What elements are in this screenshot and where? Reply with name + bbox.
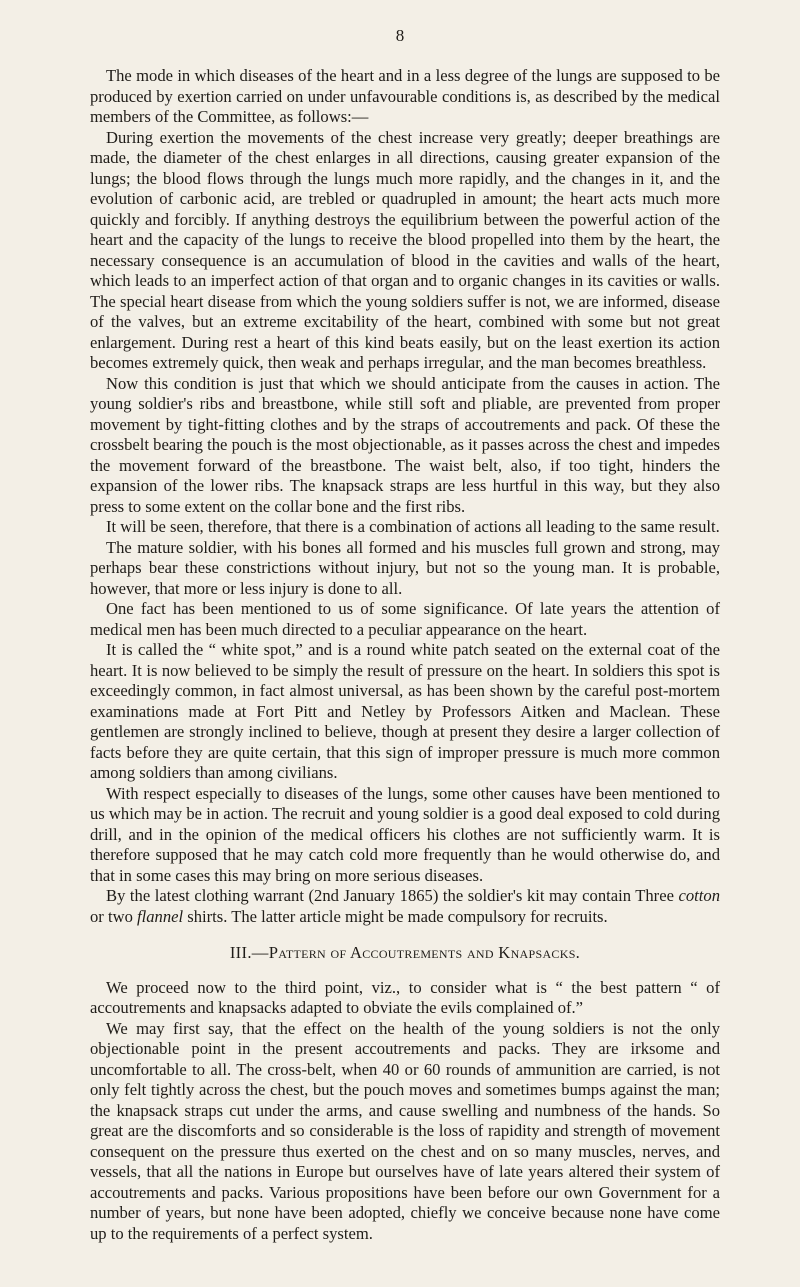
paragraph: We may first say, that the effect on the health of the young soldiers is not the only objectionable point in the present accoutrements and packs. They are irksome and uncomfortable to all. The cross-belt, when 40 or 60 rounds of ammunition are carried, is not only felt tightly across the chest, but the pouch moves and sometimes bumps against the man; the knapsack straps cut under the arms, and cause swelling and numbness of the hands. So great are the discomforts and so considerable is the loss of rapidity and strength of movement consequent on the pressure thus exerted on the chest and on so many muscles, nerves, and vessels, that all the nations in Europe but ourselves have of late years altered their system of accoutrements and packs. Various propositions have been before our own Government for a number of years, but none have been adopted, chiefly we conceive because none have come up to the requirements of a perfect system. — [90, 1018, 720, 1243]
paragraph: It is called the “ white spot,” and is a round white patch seated on the external coat of the heart. It is now believed to be simply the result of pressure on the heart. In soldiers this spot is exceedingly common, in fact almost universal, as has been shown by the careful post-mortem examinations made at Fort Pitt and Netley by Professors Aitken and Maclean. These gentlemen are strongly inclined to believe, though at present they desire a larger collection of facts before they are quite certain, that this sign of improper pressure is much more common among soldiers than among civilians. — [90, 640, 720, 782]
section-dash: — — [251, 943, 269, 962]
paragraph: Now this condition is just that which we should anticipate from the causes in action. The young soldier's ribs and breastbone, while still soft and pliable, are prevented from proper movement by tight-fitting clothes and by the straps of accoutrements and pack. Of these the crossbelt bearing the pouch is the most objectionable, as it passes across the chest and impedes the movement forward of the breastbone. The waist belt, also, if too tight, hinders the expansion of the lower ribs. The knapsack straps are less hurtful in this way, but they also press to some extent on the collar bone and the first ribs. — [90, 373, 720, 516]
paragraph: With respect especially to diseases of the lungs, some other causes have been mentioned to us which may be in action. The recruit and young soldier is a good deal exposed to cold during drill, and in the opinion of the medical officers his clothes are not sufficiently warm. It is therefore supposed that he may catch cold more frequently than he would otherwise do, and that in some cases this may bring on more serious diseases. — [90, 783, 720, 885]
clothing-text-1: By the latest clothing warrant (2nd January 1865) the soldier's kit may contain Three — [106, 886, 679, 905]
paragraph: The mode in which diseases of the heart and in a less degree of the lungs are supposed to be produced by exertion carried on under unfavourable conditions is, as described by the medical members of the Committee, as follows:— — [90, 66, 720, 126]
flannel-emphasis: flannel — [137, 906, 184, 926]
section-number: III. — [229, 943, 252, 962]
cotton-emphasis: cotton — [678, 886, 720, 905]
paragraph: It will be seen, therefore, that there is a combination of actions all leading to the same result. — [106, 517, 720, 536]
paragraph: One fact has been mentioned to us of some significance. Of late years the attention of medical men has been much directed to a peculiar appearance on the heart. — [90, 599, 720, 639]
section-title: Pattern of Accoutrements and Knapsacks. — [268, 943, 581, 962]
clothing-text-3: shirts. The latter article might be made compulsory for recruits. — [183, 906, 608, 926]
clothing-paragraph — [90, 886, 720, 927]
clothing-text-2: or two — [90, 906, 138, 926]
section-heading — [90, 943, 720, 964]
page-number: 8 — [395, 26, 405, 45]
paragraph: The mature soldier, with his bones all formed and his muscles full grown and strong, may perhaps bear these constrictions without injury, but not so the young man. It is probable, however, that more or less injury is done to all. — [90, 537, 720, 598]
body-text — [90, 66, 720, 1244]
paragraph: We proceed now to the third point, viz., to consider what is “ the best pattern “ of accoutrements and knapsacks adapted to obviate the evils complained of.” — [90, 977, 720, 1017]
paragraph: During exertion the movements of the chest increase very greatly; deeper breathings are made, the diameter of the chest enlarges in all directions, causing greater expansion of the lungs; the blood flows through the lungs much more rapidly, and the changes in it, and the evolution of carbonic acid, are trebled or quadrupled in amount; the heart acts much more quickly and forcibly. If anything destroys the equilibrium between the powerful action of the heart and the capacity of the lungs to receive the blood propelled into them by the heart, the necessary consequence is an accumulation of blood in the cavities and walls of the heart, which leads to an imperfect action of that organ and to organic changes in its cavities or walls. The special heart disease from which the young soldiers suffer is not, we are informed, disease of the valves, but an extreme excitability of the heart, combined with some but not great enlargement. During rest a heart of this kind beats easily, but on the least exertion its action becomes extremely quick, then weak and perhaps irregular, and the man becomes breathless. — [90, 127, 720, 372]
